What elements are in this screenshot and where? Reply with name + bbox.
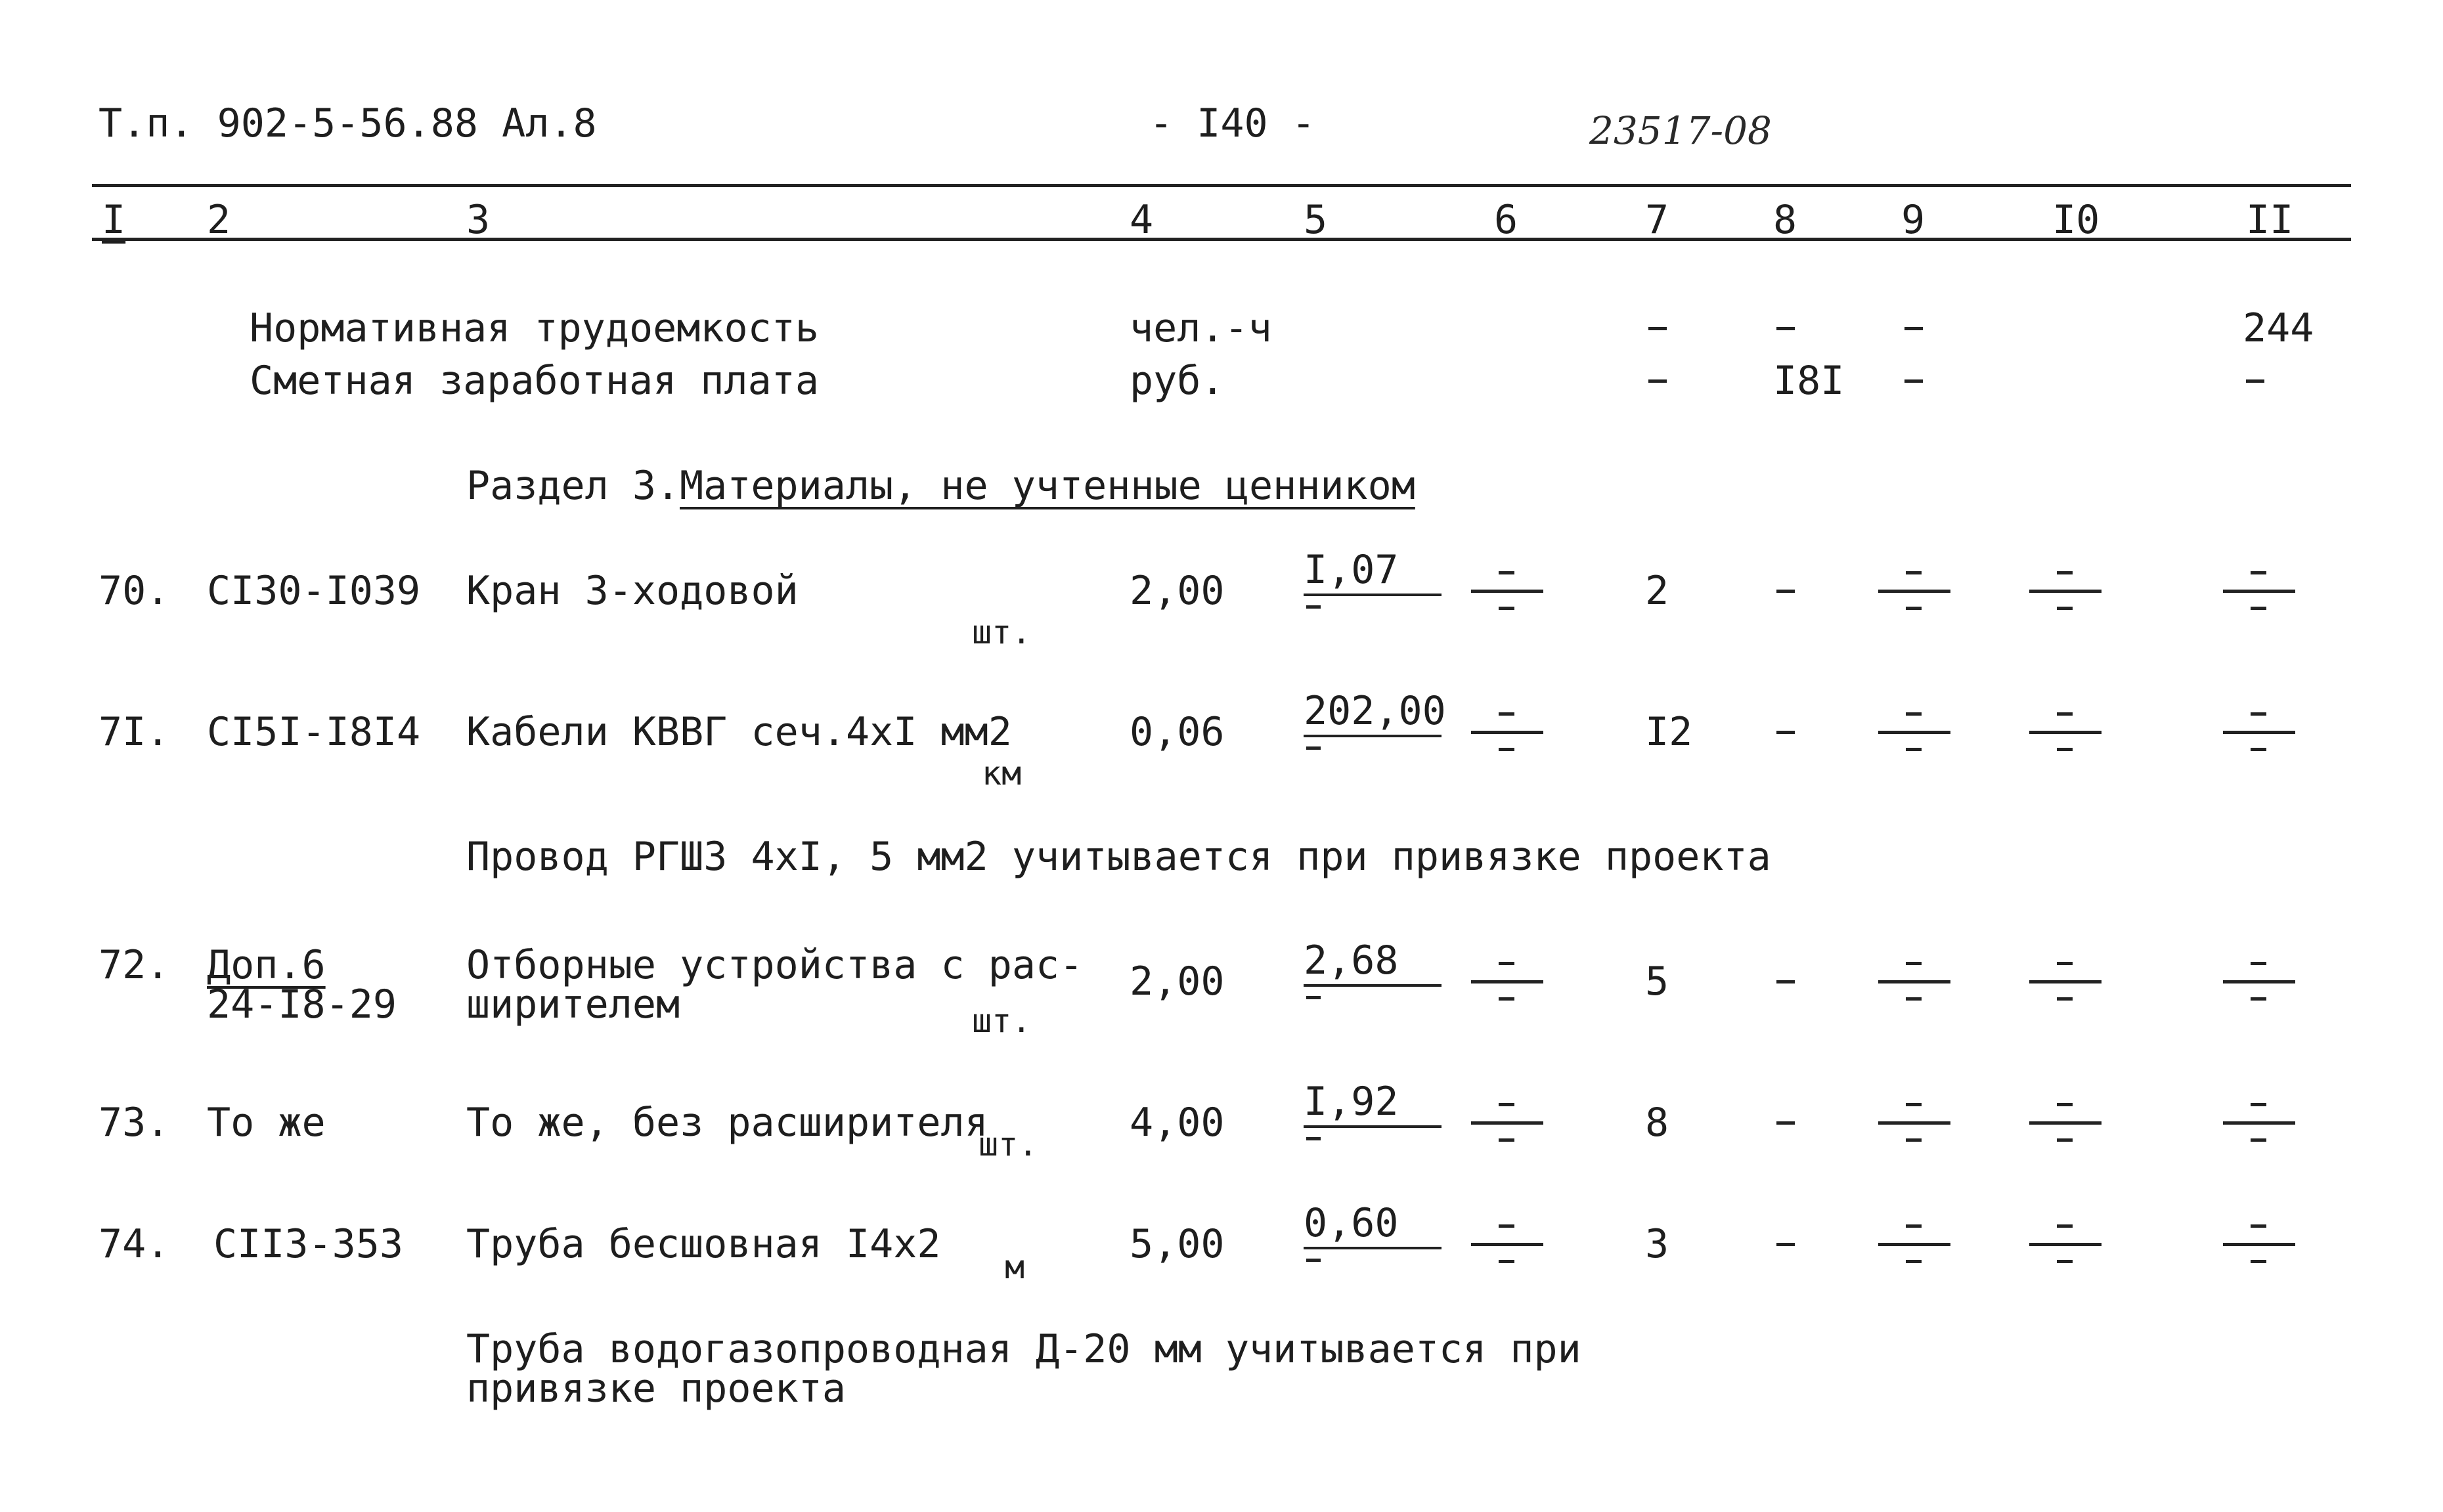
row-74-quantity: 5,00	[1130, 1221, 1225, 1267]
row-71-col10-divide	[2029, 706, 2102, 758]
row-72-quantity: 2,00	[1130, 959, 1225, 1004]
row-73-quantity: 4,00	[1130, 1100, 1225, 1146]
row-71-col7: I2	[1645, 709, 1693, 755]
row-74-number: 74.	[99, 1221, 170, 1267]
wage-unit: руб.	[1130, 358, 1225, 404]
column-header-3: 3	[466, 197, 491, 243]
section-title: Материалы, не учтенные ценником	[680, 463, 1415, 509]
row-70-quantity: 2,00	[1130, 568, 1225, 614]
row-74-price-value: 0,60	[1304, 1200, 1399, 1246]
wage-col7-dash	[1648, 379, 1667, 383]
row-72-number: 72.	[99, 942, 170, 988]
row-71-col8-dash	[1776, 731, 1795, 734]
row-73-number: 73.	[99, 1100, 170, 1146]
column-header-8: 8	[1773, 197, 1797, 243]
row-72-col7: 5	[1645, 959, 1669, 1004]
row-72-col6-divide	[1471, 955, 1543, 1008]
row-70-col6-divide	[1471, 565, 1543, 617]
wage-col8-value: I8I	[1773, 358, 1845, 404]
row-74-code: CII3-353	[213, 1221, 403, 1267]
row-73-col6-divide	[1471, 1096, 1543, 1149]
row-70-col8-dash	[1776, 590, 1795, 593]
row-73-name: То же, без расширителя	[466, 1100, 988, 1146]
row-70-code: CI30-I039	[207, 568, 421, 614]
row-73-col9-divide	[1878, 1096, 1950, 1149]
row-70-col7: 2	[1645, 568, 1669, 614]
row-72-col10-divide	[2029, 955, 2102, 1008]
row-71-col11-divide	[2223, 706, 2295, 758]
row-72-col8-dash	[1776, 980, 1795, 983]
row-71-name: Кабели КВВГ сеч.4xI мм2	[466, 709, 1012, 755]
labor-col7-dash	[1648, 327, 1667, 330]
row-72-col11-divide	[2223, 955, 2295, 1008]
column-header-4: 4	[1130, 197, 1154, 243]
labor-intensity-total: 244	[2243, 305, 2314, 351]
row-71-col9-divide	[1878, 706, 1950, 758]
row-72-col9-divide	[1878, 955, 1950, 1008]
row-71-quantity: 0,06	[1130, 709, 1225, 755]
row-70-name: Кран 3-ходовой	[466, 568, 799, 614]
column-header-1: I	[102, 197, 126, 243]
row-72-unit: шт.	[972, 1002, 1032, 1040]
row-73-col7: 8	[1645, 1100, 1669, 1146]
wage-col11-dash	[2246, 379, 2264, 383]
row-72-code-line2: 24-I8-29	[207, 982, 397, 1027]
row-74-col8-dash	[1776, 1243, 1795, 1246]
row-70-col11-divide	[2223, 565, 2295, 617]
row-73-col8-dash	[1776, 1121, 1795, 1125]
cable-note: Провод РГШЗ 4xI, 5 мм2 учитывается при привязке проекта	[466, 834, 1771, 880]
row-73-code: То же	[207, 1100, 326, 1146]
row-71-price-value: 202,00	[1304, 688, 1446, 734]
column-header-10: I0	[2052, 197, 2100, 243]
row-74-col7: 3	[1645, 1221, 1669, 1267]
pipe-note-line2: привязке проекта	[466, 1366, 846, 1412]
page-number: - I40 -	[1149, 100, 1315, 146]
row-70-col10-divide	[2029, 565, 2102, 617]
row-74-name: Труба бесшовная I4x2	[466, 1221, 941, 1267]
row-71-number: 7I.	[99, 709, 170, 755]
row-72-name-line1: Отборные устройства с рас-	[466, 942, 1084, 988]
row-72-name-line2: ширителем	[466, 982, 680, 1027]
inventory-number: 23517-08	[1589, 108, 1772, 153]
document-reference: Т.п. 902-5-56.88 Ал.8	[99, 100, 597, 146]
column-header-5: 5	[1304, 197, 1328, 243]
labor-col8-dash	[1776, 327, 1795, 330]
row-71-unit: км	[982, 754, 1022, 792]
row-74-col6-divide	[1471, 1218, 1543, 1270]
column-header-2: 2	[207, 197, 231, 243]
row-73-col11-divide	[2223, 1096, 2295, 1149]
row-70-col9-divide	[1878, 565, 1950, 617]
row-71-col6-divide	[1471, 706, 1543, 758]
row-70-price-value: I,07	[1304, 547, 1399, 593]
labor-col9-dash	[1904, 327, 1923, 330]
row-71-code: CI5I-I8I4	[207, 709, 421, 755]
row-74-col9-divide	[1878, 1218, 1950, 1270]
row-72-code-line1: Доп.6	[207, 942, 326, 988]
column-header-11: II	[2246, 197, 2294, 243]
pipe-note-line1: Труба водогазопроводная Д-20 мм учитывается при	[466, 1326, 1581, 1372]
row-70-unit: шт.	[972, 613, 1032, 651]
row-74-col11-divide	[2223, 1218, 2295, 1270]
wage-col9-dash	[1904, 379, 1923, 383]
row-70-number: 70.	[99, 568, 170, 614]
row-74-col10-divide	[2029, 1218, 2102, 1270]
row-72-price-value: 2,68	[1304, 938, 1399, 983]
table-header-rule	[92, 238, 2351, 241]
row-73-unit: шт.	[979, 1125, 1038, 1163]
column-header-6: 6	[1494, 197, 1518, 243]
wage-label: Сметная заработная плата	[250, 358, 819, 404]
labor-intensity-label: Нормативная трудоемкость	[250, 305, 819, 351]
section-prefix: Раздел 3.	[466, 463, 680, 509]
row-73-price-value: I,92	[1304, 1079, 1399, 1125]
row-73-col10-divide	[2029, 1096, 2102, 1149]
labor-intensity-unit: чел.-ч	[1130, 305, 1272, 351]
column-header-9: 9	[1901, 197, 1926, 243]
table-top-rule	[92, 184, 2351, 187]
row-74-unit: м	[1005, 1248, 1025, 1286]
column-header-7: 7	[1645, 197, 1669, 243]
